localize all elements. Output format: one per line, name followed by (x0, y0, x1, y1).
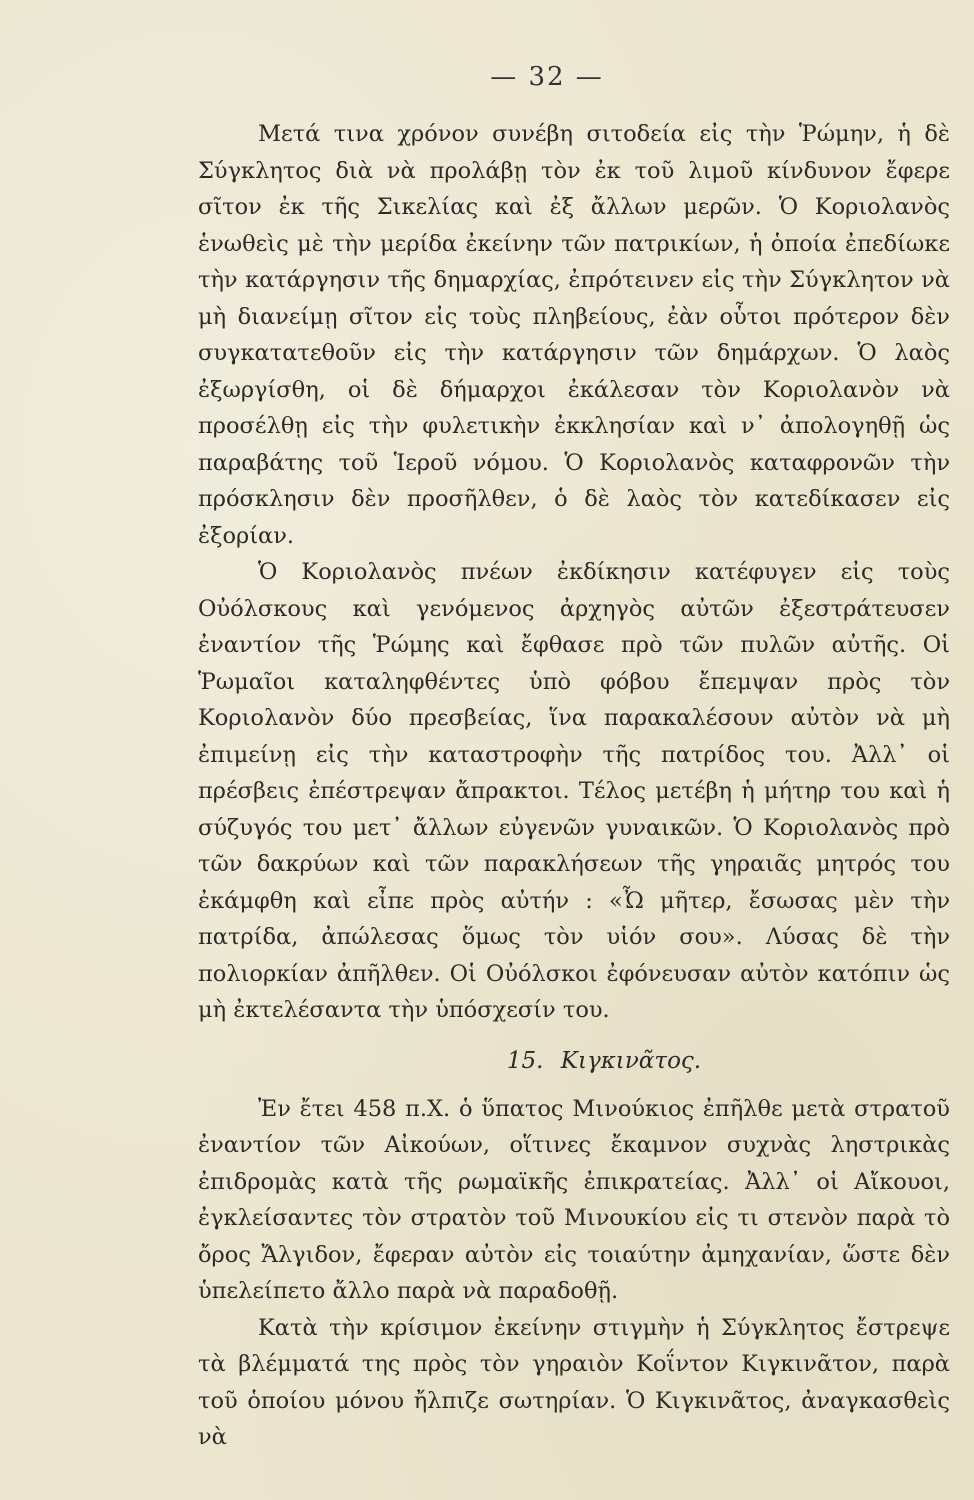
paragraph-1: Μετά τινα χρόνον συνέβη σιτοδεία εἰς τὴν Ῥώμην, ἡ δὲ Σύγκλητος διὰ νὰ προλάβῃ τὸν ἐκ τοῦ λιμοῦ κίνδυνον ἔφερε σῖτον ἐκ τῆς Σικελίας καὶ ἐξ ἄλλων μερῶν. Ὁ Κοριολανὸς ἑνωθεὶς μὲ τὴν μερίδα ἐκείνην τῶν πατρικίων, ἡ ὁποία ἐπεδίωκε τὴν κατάργησιν τῆς δημαρχίας, ἐπρότεινεν εἰς τὴν Σύγκλητον νὰ μὴ διανείμῃ σῖτον εἰς τοὺς πληβείους, ἐὰν οὗτοι πρότερον δὲν συγκατατεθοῦν εἰς τὴν κατάργησιν τῶν δημάρχων. Ὁ λαὸς ἐξωργίσθη, οἱ δὲ δήμαρχοι ἐκάλεσαν τὸν Κοριολανὸν νὰ προσέλθῃ εἰς τὴν φυλετικὴν ἐκκλησίαν καὶ ν᾽ ἀπολογηθῇ ὡς παραβάτης τοῦ Ἱεροῦ νόμου. Ὁ Κοριολανὸς καταφρονῶν τὴν πρόσκλησιν δὲν προσῆλθεν, ὁ δὲ λαὸς τὸν κατεδίκασεν εἰς ἐξορίαν. (198, 121, 950, 549)
section-heading (198, 1043, 950, 1079)
page-number: — 32 — (490, 62, 604, 92)
paragraph-4: Κατὰ τὴν κρίσιμον ἐκείνην στιγμὴν ἡ Σύγκλητος ἔστρεψε τὰ βλέμματά της πρὸς τὸν γηραιὸν Κοΐντον Κιγκινᾶτον, παρὰ τοῦ ὁποίου μόνου ἤλπιζε σωτηρίαν. Ὁ Κιγκινᾶτος, ἀναγκασθεὶς νὰ (198, 1314, 950, 1450)
section-title: Κιγκινᾶτος. (560, 1047, 702, 1074)
paragraph-3: Ἐν ἔτει 458 π.Χ. ὁ ὕπατος Μινούκιος ἐπῆλθε μετὰ στρατοῦ ἐναντίον τῶν Αἰκούων, οἵτινες ἔκαμνον συχνὰς ληστρικὰς ἐπιδρομὰς κατὰ τῆς ρωμαϊκῆς ἐπικρατείας. Ἀλλ᾽ οἱ Αἴκουοι, ἐγκλείσαντες τὸν στρατὸν τοῦ Μινουκίου εἰς τι στενὸν παρὰ τὸ ὄρος Ἄλγιδον, ἔφεραν αὐτὸν εἰς τοιαύτην ἀμηχανίαν, ὥστε δὲν ὑπελείπετο ἄλλο παρὰ νὰ παραδοθῇ. (198, 1095, 950, 1304)
body-text (198, 116, 950, 1456)
paragraph-2: Ὁ Κοριολανὸς πνέων ἐκδίκησιν κατέφυγεν εἰς τοὺς Οὐόλσκους καὶ γενόμενος ἀρχηγὸς αὐτῶν ἐξεστράτευσεν ἐναντίον τῆς Ῥώμης καὶ ἔφθασε πρὸ τῶν πυλῶν αὐτῆς. Οἱ Ῥωμαῖοι καταληφθέντες ὑπὸ φόβου ἔπεμψαν πρὸς τὸν Κοριολανὸν δύο πρεσβείας, ἵνα παρακαλέσουν αὐτὸν νὰ μὴ ἐπιμείνῃ εἰς τὴν καταστροφὴν τῆς πατρίδος του. Ἀλλ᾽ οἱ πρέσβεις ἐπέστρεψαν ἄπρακτοι. Τέλος μετέβη ἡ μήτηρ του καὶ ἡ σύζυγός του μετ᾽ ἄλλων εὐγενῶν γυναικῶν. Ὁ Κοριολανὸς πρὸ τῶν δακρύων καὶ τῶν παρακλήσεων τῆς γηραιᾶς μητρός του ἐκάμφθη καὶ εἶπε πρὸς αὐτήν : «Ὦ μῆτερ, ἔσωσας μὲν τὴν πατρίδα, ἀπώλεσας ὅμως τὸν υἱόν σου». Λύσας δὲ τὴν πολιορκίαν ἀπῆλθεν. Οἱ Οὐόλσκοι ἐφόνευσαν αὐτὸν κατόπιν ὡς μὴ ἐκτελέσαντα τὴν ὑπόσχεσίν του. (198, 559, 950, 1023)
section-number: 15. (506, 1047, 544, 1074)
